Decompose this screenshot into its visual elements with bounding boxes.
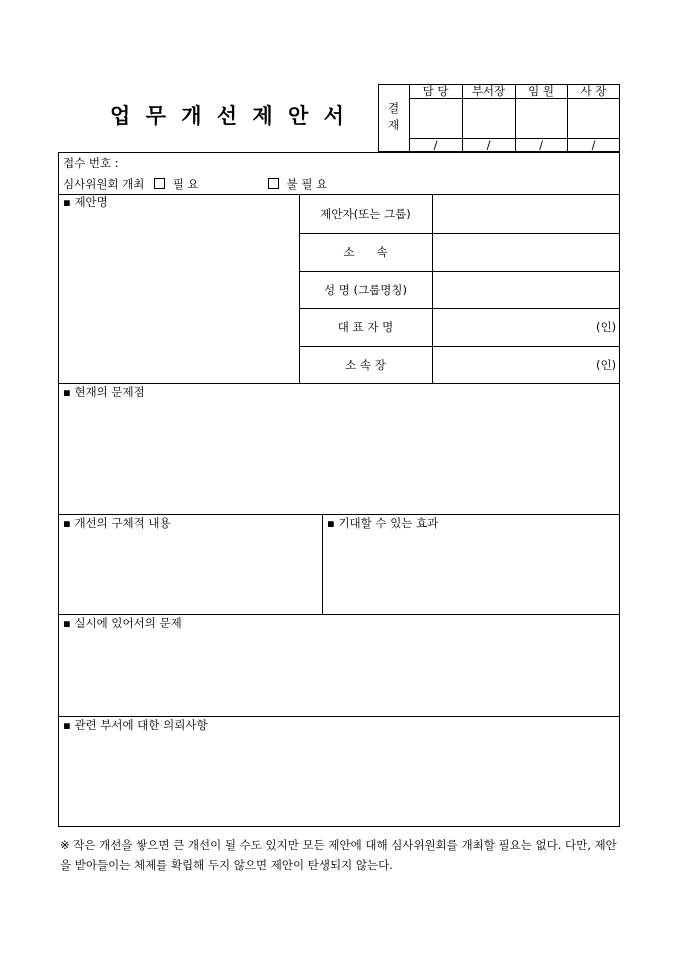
not-required-label: 불 필 요 <box>286 177 328 191</box>
required-checkbox[interactable] <box>154 178 165 189</box>
affiliation-field[interactable] <box>433 234 619 270</box>
approval-role-president: 사 장 <box>580 84 607 98</box>
approval-label: 결 재 <box>387 101 400 132</box>
footnote: ※ 작은 개선을 쌓으면 큰 개선이 될 수도 있지만 모든 제안에 대해 심사위원회를 개최할 필요는 없다. 다만, 제안을 받아들이는 체제를 확립해 두지 않으면 제안이 탄생되지 않는다. <box>60 838 617 872</box>
name-field[interactable] <box>433 272 619 307</box>
dept-head-label: 소 속 장 <box>345 358 386 372</box>
department-request-field[interactable] <box>60 734 618 826</box>
proposer-field[interactable] <box>433 195 619 232</box>
current-problem-field[interactable] <box>60 401 618 513</box>
not-required-row <box>268 177 327 191</box>
approval-role-executive: 임 원 <box>528 84 554 98</box>
approval-role-dept-head: 부서장 <box>471 84 506 98</box>
not-required-checkbox[interactable] <box>268 178 279 189</box>
section-improvement-detail: ▪ 개선의 구체적 내용 <box>63 516 171 530</box>
name-label: 성 명 (그룹명칭) <box>324 283 407 297</box>
approval-date-2[interactable]: / <box>486 138 491 152</box>
section-department-request: ▪ 관련 부서에 대한 의뢰사항 <box>63 718 208 732</box>
approval-date-3[interactable]: / <box>539 138 543 152</box>
dept-head-seal-mark: (인) <box>596 358 617 372</box>
proposal-name-field[interactable] <box>60 212 297 382</box>
approval-date-4[interactable]: / <box>591 138 596 152</box>
approval-role-staff: 담 당 <box>422 84 449 98</box>
committee-label: 심사위원회 개최 <box>63 177 145 191</box>
affiliation-label: 소 속 <box>343 245 388 259</box>
section-current-problem: ▪ 현재의 문제점 <box>63 385 145 399</box>
committee-row <box>63 177 199 191</box>
required-label: 필 요 <box>172 177 199 191</box>
document-title: 업 무 개 선 제 안 서 <box>110 103 348 128</box>
section-proposal-name: ▪ 제안명 <box>63 195 108 209</box>
expected-effect-field[interactable] <box>324 532 618 613</box>
improvement-detail-field[interactable] <box>60 532 320 613</box>
dept-head-field[interactable] <box>433 347 619 382</box>
section-expected-effect: ▪ 기대할 수 있는 효과 <box>327 516 439 530</box>
receipt-number-label: 접수 번호 : <box>63 156 119 170</box>
representative-field[interactable] <box>433 309 619 345</box>
approval-date-1[interactable]: / <box>433 138 438 152</box>
implementation-problem-field[interactable] <box>60 632 618 715</box>
proposer-label: 제안자(또는 그룹) <box>320 207 411 221</box>
representative-label: 대 표 자 명 <box>337 320 394 334</box>
representative-seal-mark: (인) <box>596 320 617 334</box>
section-implementation-problem: ▪ 실시에 있어서의 문제 <box>63 616 182 630</box>
